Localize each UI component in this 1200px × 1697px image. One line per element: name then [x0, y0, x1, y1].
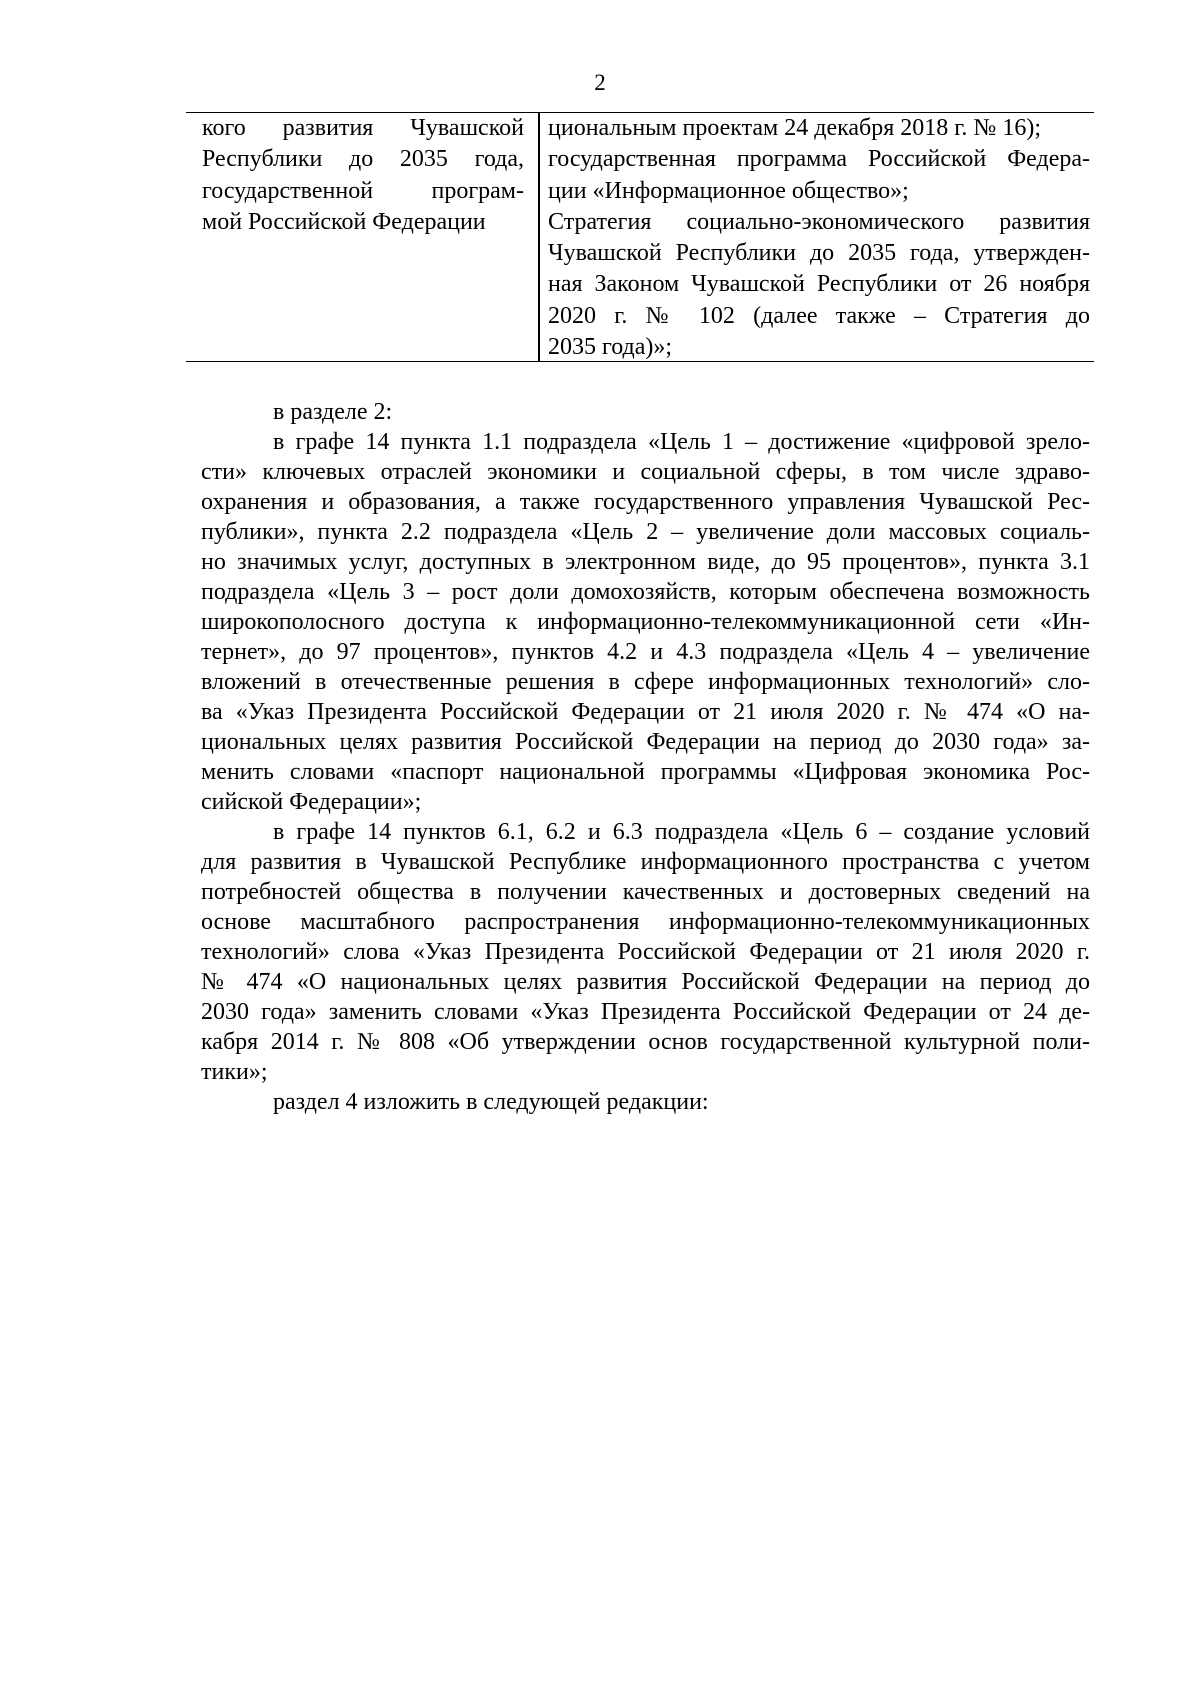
- paragraph-line: 2030 года» заменить словами «Указ Президента Российской Федерации от 24 де-: [201, 999, 1090, 1025]
- table-left-line: государственной програм-: [202, 177, 524, 204]
- paragraph-line: сти» ключевых отраслей экономики и социальной сферы, в том числе здраво-: [201, 459, 1090, 485]
- paragraph-line: ва «Указ Президента Российской Федерации от 21 июля 2020 г. № 474 «О на-: [201, 699, 1090, 725]
- table-right-line: 2020 г. № 102 (далее также – Стратегия до: [548, 302, 1090, 329]
- paragraph-line: менить словами «паспорт национальной программы «Цифровая экономика Рос-: [201, 759, 1090, 785]
- table-left-line: Республики до 2035 года,: [202, 146, 524, 173]
- paragraph-line: но значимых услуг, доступных в электронном виде, до 95 процентов», пункта 3.1: [201, 549, 1090, 575]
- table-left-line: мой Российской Федерации: [202, 208, 486, 235]
- paragraph-line: технологий» слова «Указ Президента Российской Федерации от 21 июля 2020 г.: [201, 939, 1090, 965]
- paragraph-line: кабря 2014 г. № 808 «Об утверждении основ государственной культурной поли-: [201, 1029, 1090, 1055]
- paragraph-2: [201, 817, 1090, 1087]
- paragraph-line: циональных целях развития Российской Федерации на период до 2030 года» за-: [201, 729, 1090, 755]
- paragraph-line: потребностей общества в получении качественных и достоверных сведений на: [201, 879, 1090, 905]
- paragraph-line: тики»;: [201, 1059, 268, 1085]
- table-right-cell: [548, 113, 1090, 363]
- paragraph-line: для развития в Чувашской Республике информационного пространства с учетом: [201, 849, 1090, 875]
- paragraph-1: [201, 427, 1090, 817]
- table-column-divider: [538, 113, 540, 361]
- table-right-line: государственная программа Российской Федера-: [548, 146, 1090, 173]
- table-left-line: кого развития Чувашской: [202, 115, 524, 141]
- table-right-line: ная Законом Чувашской Республики от 26 ноября: [548, 271, 1090, 298]
- section-heading: в разделе 2:: [273, 399, 393, 425]
- table-right-line: 2035 года)»;: [548, 334, 673, 361]
- paragraph-line: вложений в отечественные решения в сфере информационных технологий» сло-: [201, 669, 1090, 695]
- continuation-table: [186, 112, 1094, 362]
- paragraph-line: в графе 14 пунктов 6.1, 6.2 и 6.3 подраздела «Цель 6 – создание условий: [273, 819, 1090, 845]
- paragraph-line: № 474 «О национальных целях развития Российской Федерации на период до: [201, 969, 1090, 995]
- paragraph-line: сийской Федерации»;: [201, 789, 422, 815]
- paragraph-line: охранения и образования, а также государственного управления Чувашской Рес-: [201, 489, 1090, 515]
- paragraph-line: подраздела «Цель 3 – рост доли домохозяйств, которым обеспечена возможность: [201, 579, 1090, 605]
- paragraph-line: широкополосного доступа к информационно-телекоммуникационной сети «Ин-: [201, 609, 1090, 635]
- paragraph-line: основе масштабного распространения информационно-телекоммуникационных: [201, 909, 1090, 935]
- paragraph-line: тернет», до 97 процентов», пунктов 4.2 и 4.3 подраздела «Цель 4 – увеличение: [201, 639, 1090, 665]
- closing-line: раздел 4 изложить в следующей редакции:: [273, 1089, 709, 1115]
- document-body: [201, 397, 1090, 1117]
- table-left-cell: [202, 113, 524, 238]
- paragraph-line: в графе 14 пункта 1.1 подраздела «Цель 1 – достижение «цифровой зрело-: [273, 429, 1090, 455]
- table-right-line: ции «Информационное общество»;: [548, 177, 909, 204]
- paragraph-line: публики», пункта 2.2 подраздела «Цель 2 – увеличение доли массовых социаль-: [201, 519, 1090, 545]
- table-right-line: Стратегия социально-экономического развития: [548, 208, 1090, 235]
- table-right-line: Чувашской Республики до 2035 года, утвержден-: [548, 240, 1090, 267]
- page-number: 2: [594, 70, 606, 95]
- table-right-line: циональным проектам 24 декабря 2018 г. № 16);: [548, 115, 1041, 141]
